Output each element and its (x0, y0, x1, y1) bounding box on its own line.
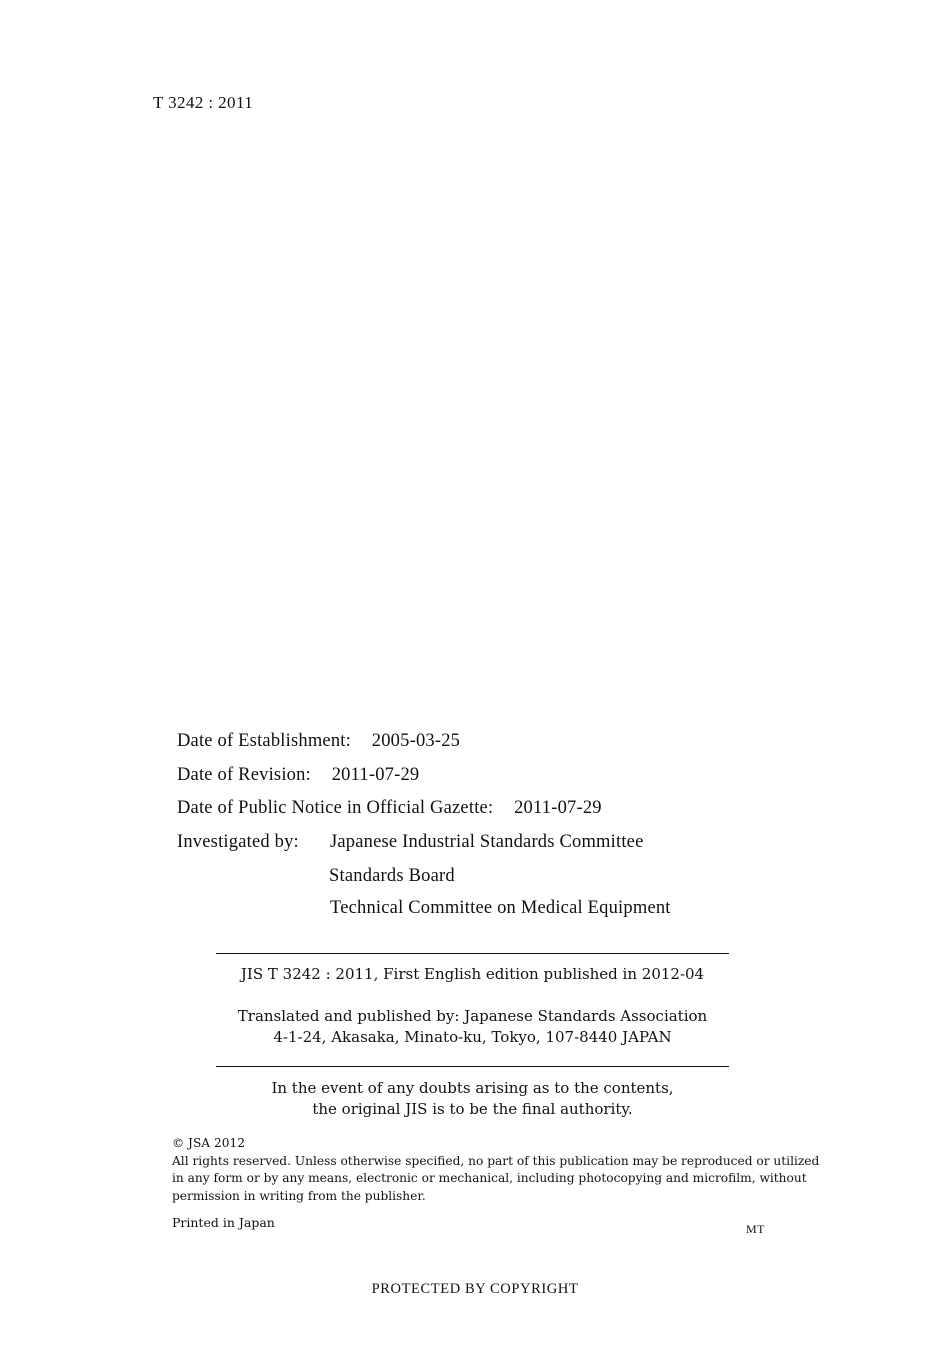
public-notice-date-row (177, 798, 602, 819)
rights-line-1: All rights reserved. Unless otherwise specified, no part of this publication may be reproduced or utilized (172, 1153, 820, 1168)
revision-date-label: Date of Revision: (177, 765, 311, 785)
technical-committee: Technical Committee on Medical Equipment (330, 898, 671, 918)
establishment-date-value: 2005-03-25 (371, 731, 461, 751)
edition-line: JIS T 3242 : 2011, First English edition published in 2012-04 (240, 965, 705, 983)
revision-date-row (177, 765, 419, 786)
publisher-line: Translated and published by: Japanese Standards Association (237, 1007, 708, 1025)
public-notice-date-label: Date of Public Notice in Official Gazette: (177, 798, 494, 818)
revision-date-value: 2011-07-29 (331, 765, 420, 785)
divider-bottom (216, 1066, 729, 1067)
public-notice-date-value: 2011-07-29 (514, 798, 602, 818)
authority-notice-line-2: the original JIS is to be the final authority. (312, 1100, 633, 1118)
establishment-date-row (177, 731, 460, 752)
protected-by-copyright: PROTECTED BY COPYRIGHT (371, 1281, 579, 1297)
standard-code: T 3242 : 2011 (153, 93, 254, 112)
copyright-block (172, 1135, 820, 1205)
establishment-date-label: Date of Establishment: (177, 731, 351, 751)
rights-line-3: permission in writing from the publisher. (172, 1188, 426, 1203)
printed-in: Printed in Japan (172, 1215, 275, 1230)
divider-top (216, 953, 729, 954)
publisher-address: 4-1-24, Akasaka, Minato-ku, Tokyo, 107-8440 JAPAN (273, 1028, 672, 1046)
authority-notice-line-1: In the event of any doubts arising as to the contents, (271, 1079, 674, 1097)
investigating-committee: Japanese Industrial Standards Committee (330, 832, 644, 852)
standards-board: Standards Board (329, 866, 455, 886)
copyright-notice: © JSA 2012 (172, 1136, 245, 1150)
mt-mark: MT (746, 1222, 765, 1236)
investigated-by-label: Investigated by: (177, 832, 299, 852)
rights-line-2: in any form or by any means, electronic or mechanical, including photocopying and microfilm, without (172, 1171, 807, 1185)
